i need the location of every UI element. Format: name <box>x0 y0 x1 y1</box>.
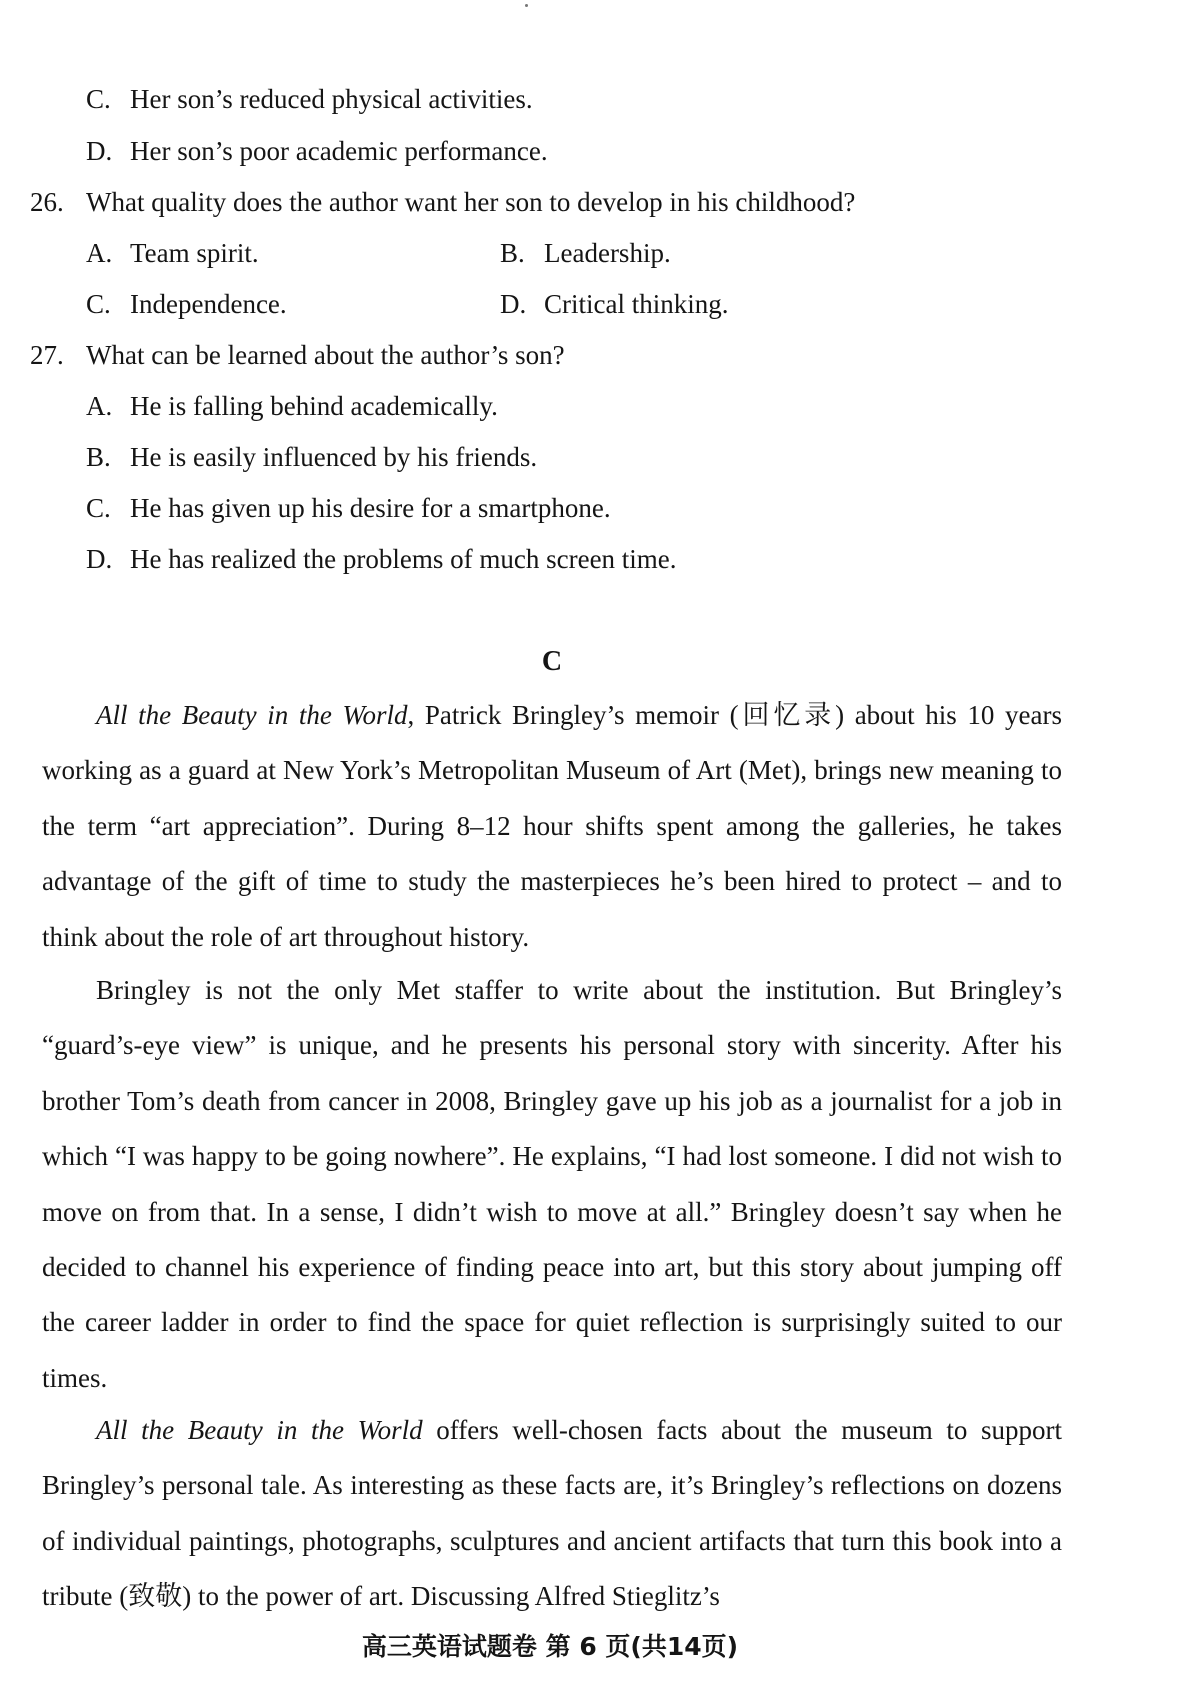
question-number: 26. <box>30 187 64 217</box>
option-text: Her son’s poor academic performance. <box>130 136 548 166</box>
option-text: Independence. <box>130 289 287 319</box>
option-letter: D. <box>500 289 527 319</box>
question-text: What can be learned about the author’s son? <box>86 340 565 370</box>
paragraph-text: , Patrick Bringley’s memoir (回忆录) about his 10 years working as a guard at New York’s Metropolitan Museum of Art (Met), brings new meaning to the term “art appreciation”. During 8–12 hour shifts spent among the galleries, he takes advantage of the gift of time to study the masterpieces he’s been hired to protect – and to think about the role of art throughout history. <box>42 700 1062 952</box>
option-text: He has given up his desire for a smartphone. <box>130 493 611 523</box>
option-letter: C. <box>86 493 111 523</box>
q26-option-c <box>86 287 287 321</box>
option-letter: C. <box>86 289 111 319</box>
q26-option-a <box>86 236 259 270</box>
q26-stem <box>30 185 855 219</box>
option-text: Her son’s reduced physical activities. <box>130 84 533 114</box>
q25-option-c <box>86 82 533 116</box>
section-heading: C <box>541 646 563 677</box>
q27-option-b <box>86 440 537 474</box>
option-text: He has realized the problems of much screen time. <box>130 544 677 574</box>
question-text: What quality does the author want her son to develop in his childhood? <box>86 187 856 217</box>
option-text: He is easily influenced by his friends. <box>130 442 538 472</box>
page-footer: 高三英语试题卷 第 6 页(共14页) <box>361 1632 739 1661</box>
option-text: Leadership. <box>544 238 671 268</box>
book-title: All the Beauty in the World <box>96 1415 423 1445</box>
q27-option-d <box>86 542 677 576</box>
option-letter: B. <box>86 442 111 472</box>
q27-option-c <box>86 491 611 525</box>
option-letter: B. <box>500 238 525 268</box>
q26-option-b <box>500 236 671 270</box>
q27-option-a <box>86 389 498 423</box>
paragraph-text: offers well-chosen facts about the museum to support Bringley’s personal tale. As interesting as these facts are, it’s Bringley’s reflections on dozens of individual paintings, photographs, sculptures and ancient artifacts that turn this book into a tribute (致敬) to the power of art. Discussing Alfred Stieglitz’s <box>42 1415 1063 1612</box>
q26-option-d <box>500 287 728 321</box>
option-letter: A. <box>86 238 113 268</box>
option-letter: D. <box>86 136 113 166</box>
q25-option-d <box>86 134 548 168</box>
passage-paragraph-1 <box>42 688 1062 965</box>
scan-speck <box>525 4 528 7</box>
book-title: All the Beauty in the World <box>96 700 408 730</box>
option-letter: A. <box>86 391 113 421</box>
option-text: He is falling behind academically. <box>130 391 498 421</box>
option-letter: C. <box>86 84 111 114</box>
option-text: Critical thinking. <box>544 289 729 319</box>
question-number: 27. <box>30 340 64 370</box>
option-letter: D. <box>86 544 113 574</box>
option-text: Team spirit. <box>130 238 259 268</box>
passage-paragraph-2 <box>42 963 1062 1406</box>
paragraph-text: Bringley is not the only Met staffer to write about the institution. But Bringley’s “guard’s-eye view” is unique, and he presents his personal story with sincerity. After his brother Tom’s death from cancer in 2008, Bringley gave up his job as a journalist for a job in which “I was happy to be going nowhere”. He explains, “I had lost someone. I did not wish to move on from that. In a sense, I didn’t wish to move at all.” Bringley doesn’t say when he decided to channel his experience of finding peace into art, but this story about jumping off the career ladder in order to find the space for quiet reflection is surprisingly suited to our times. <box>42 975 1062 1393</box>
passage-paragraph-3 <box>42 1403 1062 1625</box>
q27-stem <box>30 338 565 372</box>
